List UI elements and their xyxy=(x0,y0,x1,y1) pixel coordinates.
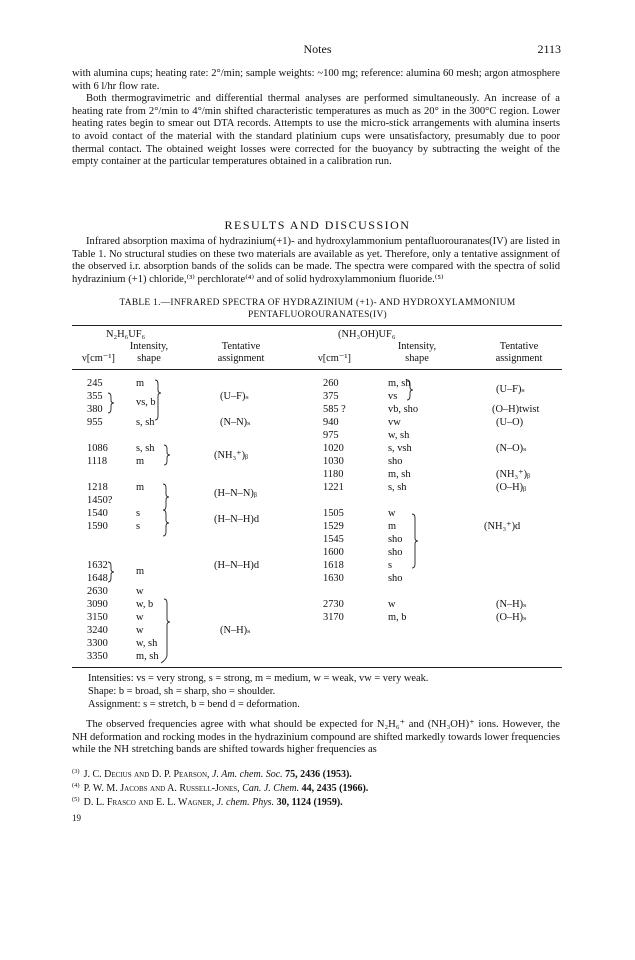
cell-right-assignment: (NH₃⁺)ᵦ xyxy=(496,469,530,480)
header-nu-left: ν[cm⁻¹] xyxy=(82,353,115,364)
signature-number: 19 xyxy=(72,813,81,823)
header-assignment-left: assignment xyxy=(217,353,265,364)
cell-left-nu: 1648 xyxy=(87,573,108,584)
header-tentative-right: Tentative xyxy=(499,341,539,352)
brace xyxy=(161,599,170,663)
brace xyxy=(163,510,169,536)
cell-left-nu: 1450? xyxy=(87,495,113,506)
cell-left-nu: 1118 xyxy=(87,456,108,467)
cell-left-nu: 3350 xyxy=(87,651,108,662)
cell-left-nu: 1590 xyxy=(87,521,108,532)
cell-right-assignment: (U–F)ₛ xyxy=(496,384,525,395)
header-shape-right: shape xyxy=(405,353,429,364)
cell-left-nu: 1632 xyxy=(87,560,108,571)
cell-right-nu: 1630 xyxy=(323,573,344,584)
cell-left-nu: 3090 xyxy=(87,599,108,610)
brace xyxy=(163,484,169,510)
cell-right-intensity: sho xyxy=(388,534,403,545)
cell-right-nu: 1221 xyxy=(323,482,344,493)
brace xyxy=(108,562,114,582)
cell-left-intensity: s xyxy=(136,521,141,532)
cell-left-assignment: (H–N–H)d xyxy=(214,560,260,571)
table-bottom-rule xyxy=(72,667,562,668)
page-number: 2113 xyxy=(537,42,561,56)
header-assignment-right: assignment xyxy=(495,353,543,364)
cell-left-nu: 3150 xyxy=(87,612,108,623)
table-caption-line-2: PENTAFLUOROURANATES(IV) xyxy=(248,309,387,320)
cell-right-intensity: sho xyxy=(388,547,403,558)
cell-right-nu: 1030 xyxy=(323,456,344,467)
cell-right-intensity: s, vsh xyxy=(388,443,412,454)
cell-right-nu: 1020 xyxy=(323,443,344,454)
cell-right-nu: 975 xyxy=(323,430,339,441)
cell-left-nu: 1218 xyxy=(87,482,108,493)
header-intensity-right: Intensity, xyxy=(397,341,437,352)
header-intensity-left: Intensity, xyxy=(129,341,169,352)
cell-left-assignment: (U–F)ₛ xyxy=(220,391,249,402)
section-heading: RESULTS AND DISCUSSION xyxy=(224,218,411,232)
cell-left-intensity: w xyxy=(136,612,144,623)
cell-left-assignment: (H–N–H)d xyxy=(214,514,260,525)
cell-right-nu: 260 xyxy=(323,378,339,389)
cell-right-assignment: (O–H)ₛ xyxy=(496,612,527,623)
cell-left-assignment: (NH₃⁺)ᵦ xyxy=(214,450,248,461)
group-header-right: (NH₃OH)UF₆ xyxy=(338,329,396,340)
header-shape-left: shape xyxy=(137,353,161,364)
discussion-paragraph xyxy=(72,719,560,757)
cell-right-intensity: m xyxy=(388,521,397,532)
cell-left-intensity: m xyxy=(136,378,145,389)
cell-left-nu: 1086 xyxy=(87,443,108,454)
cell-left-nu: 355 xyxy=(87,391,103,402)
cell-right-nu: 1180 xyxy=(323,469,344,480)
brace xyxy=(412,514,418,568)
running-header-title: Notes xyxy=(303,42,332,56)
table-legend-assignment: Assignment: s = stretch, b = bend d = deformation. xyxy=(88,699,300,710)
cell-left-intensity: vs, b xyxy=(136,397,156,408)
cell-right-intensity: m, sh xyxy=(388,469,411,480)
brace xyxy=(155,380,161,420)
cell-right-intensity: sho xyxy=(388,573,403,584)
cell-right-nu: 1505 xyxy=(323,508,344,519)
cell-right-assignment: (N–O)ₛ xyxy=(496,443,527,454)
cell-right-intensity: w, sh xyxy=(388,430,410,441)
cell-left-intensity: m, sh xyxy=(136,651,159,662)
cell-right-nu: 1545 xyxy=(323,534,344,545)
cell-left-nu: 955 xyxy=(87,417,103,428)
cell-left-assignment: (N–H)ₛ xyxy=(220,625,251,636)
brace xyxy=(164,445,170,465)
cell-right-intensity: s, sh xyxy=(388,482,407,493)
cell-right-nu: 1529 xyxy=(323,521,344,532)
footnote: $^{(3)}$ J. C. Decius and D. P. Pearson, J. Am. chem. Soc. 75, 2436 (1953). xyxy=(72,768,352,780)
cell-left-intensity: s xyxy=(136,508,141,519)
cell-right-assignment: (O–H)ᵦ xyxy=(496,482,527,493)
cell-right-nu: 1618 xyxy=(323,560,344,571)
cell-left-assignment: (H–N–N)ᵦ xyxy=(214,488,257,499)
intro-paragraph-1: with alumina cups; heating rate: 2°/min; sample weights: ~100 mg; reference: alumina 60 mesh; argon atmosphere with 6 l/hr flow rate. xyxy=(72,68,560,92)
cell-left-nu: 245 xyxy=(87,378,103,389)
table-legend-shape: Shape: b = broad, sh = sharp, sho = shoulder. xyxy=(88,686,276,697)
cell-left-nu: 2630 xyxy=(87,586,108,597)
cell-left-intensity: m xyxy=(136,482,145,493)
cell-right-nu: 375 xyxy=(323,391,339,402)
discussion-text: The observed frequencies agree with what should be expected for N₂H₆⁺ and (NH₃OH)⁺ ions. However, the NH deformation and rocking modes in the hydrazinium compound are shifted markedly towards lower frequencies while the NH stretching bands are shifted towards higher frequencies as xyxy=(72,719,560,756)
cell-right-intensity: sho xyxy=(388,456,403,467)
cell-right-intensity: m, sh xyxy=(388,378,411,389)
cell-right-assignment: (N–H)ₛ xyxy=(496,599,527,610)
cell-left-intensity: w xyxy=(136,586,144,597)
cell-right-nu: 3170 xyxy=(323,612,344,623)
footnote: $^{(5)}$ D. L. Frasco and E. L. Wagner, J. chem. Phys. 30, 1124 (1959). xyxy=(72,796,343,808)
cell-left-intensity: w xyxy=(136,625,144,636)
table-legend-intensities: Intensities: vs = very strong, s = strong, m = medium, w = weak, vw = very weak. xyxy=(88,673,429,684)
cell-left-intensity: w, b xyxy=(136,599,154,610)
intro-paragraph-2: Both thermogravimetric and differential thermal analyses are performed simultaneously. An increase of a heating rate from 2°/min to 4°/min shifted characteristic temperatures as much as 20° in the 300°C region. Lower heating rates begin to smear out DTA records. Attempts to use the micro-stick arrangements with alumina inserts to avoid contact of the material with the standard platinium cups were unsatisfactory, presumably due to poor thermal contact. The obtained weight losses were corrected for the buoyancy by subtracting the weight of the empty container at the particular temperatures obtained in a calibration run. xyxy=(72,93,560,168)
cell-left-intensity: s, sh xyxy=(136,417,155,428)
cell-right-nu: 585 ? xyxy=(323,404,346,415)
cell-left-nu: 3300 xyxy=(87,638,108,649)
cell-right-nu: 1600 xyxy=(323,547,344,558)
cell-left-assignment: (N–N)ₛ xyxy=(220,417,251,428)
table-caption-line-1: TABLE 1.—INFRARED SPECTRA OF HYDRAZINIUM (+1)- AND HYDROXYLAMMONIUM xyxy=(119,298,516,308)
cell-left-nu: 1540 xyxy=(87,508,108,519)
cell-right-nu: 2730 xyxy=(323,599,344,610)
cell-right-intensity: m, b xyxy=(388,612,407,623)
cell-left-intensity: m xyxy=(136,456,145,467)
header-nu-right: ν[cm⁻¹] xyxy=(318,353,351,364)
cell-left-intensity: m xyxy=(136,566,145,577)
brace xyxy=(108,393,114,413)
cell-right-nu: 940 xyxy=(323,417,339,428)
header-tentative-left: Tentative xyxy=(221,341,261,352)
cell-left-intensity: s, sh xyxy=(136,443,155,454)
group-header-left: N₂H₆UF₆ xyxy=(106,329,146,340)
cell-right-assignment: (O–H)twist xyxy=(492,404,540,415)
brace xyxy=(407,380,413,400)
cell-right-assignment: (U–O) xyxy=(496,417,524,428)
cell-left-nu: 3240 xyxy=(87,625,108,636)
cell-right-assignment: (NH₃⁺)d xyxy=(484,521,521,532)
cell-right-intensity: s xyxy=(388,560,393,571)
cell-left-nu: 380 xyxy=(87,404,103,415)
footnote: $^{(4)}$ P. W. M. Jacobs and A. Russell-Jones, Can. J. Chem. 44, 2435 (1966). xyxy=(72,782,369,794)
cell-right-intensity: vb, sho xyxy=(388,404,419,415)
cell-right-intensity: w xyxy=(388,599,396,610)
cell-left-intensity: w, sh xyxy=(136,638,158,649)
cell-right-intensity: vs xyxy=(388,391,398,402)
cell-right-intensity: vw xyxy=(388,417,401,428)
cell-right-intensity: w xyxy=(388,508,396,519)
results-text: Infrared absorption maxima of hydrazinium(+1)- and hydroxylammonium pentafluorouranates(IV) are listed in Table 1. No structural studies on these two materials are available as yet. Therefore, only a tentative assignment of the observed i.r. absorption bands of the solids can be made. The spectra were compared with the spectra of solid hydrazinium (+1) chloride,⁽³⁾ perchlorate⁽⁴⁾ and of solid hydroxylammonium fluoride.⁽⁵⁾ xyxy=(72,236,560,285)
